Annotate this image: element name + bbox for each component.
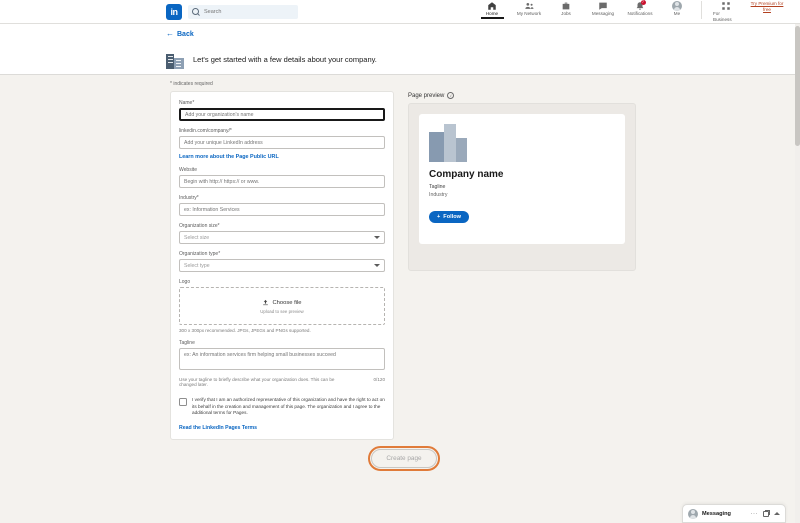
org-type-label: Organization type* xyxy=(179,251,221,257)
footer-actions xyxy=(0,449,800,468)
page-body xyxy=(0,75,800,523)
nav-item-my-network[interactable] xyxy=(516,1,542,17)
search-box[interactable] xyxy=(188,5,298,19)
logo-dropzone[interactable] xyxy=(179,287,385,325)
preview-card xyxy=(408,103,636,271)
logo-hint: 300 x 300px recommended. JPGs, JPEGs and PNGs supported. xyxy=(179,328,311,333)
field-industry xyxy=(179,195,385,216)
website-input[interactable] xyxy=(179,175,385,188)
pages-terms-link[interactable]: Read the LinkedIn Pages Terms xyxy=(179,424,258,431)
messaging-title: Messaging xyxy=(702,510,731,517)
nav-item-label: Notifications xyxy=(627,10,653,16)
notification-badge: 7 xyxy=(642,0,644,4)
nav-divider xyxy=(701,1,702,19)
global-nav xyxy=(0,0,800,24)
field-org-size xyxy=(179,223,385,244)
intro-bar xyxy=(0,44,800,75)
preview-logo-placeholder-icon xyxy=(429,124,467,162)
tagline-label: Tagline xyxy=(179,340,195,346)
nav-item-jobs[interactable] xyxy=(553,1,579,17)
page-public-url-help-link[interactable]: Learn more about the Page Public URL xyxy=(179,154,279,160)
chevron-up-icon[interactable] xyxy=(774,512,780,515)
company-details-form xyxy=(170,91,394,440)
choose-file-label: Choose file xyxy=(272,300,302,306)
grid-icon xyxy=(721,1,732,11)
industry-input[interactable] xyxy=(179,203,385,216)
nav-item-label: Messaging xyxy=(591,10,615,16)
search-icon xyxy=(192,8,199,15)
org-type-value: Select type xyxy=(184,262,210,269)
messaging-icon xyxy=(598,1,609,11)
bell-icon xyxy=(635,1,646,11)
chevron-down-icon xyxy=(374,236,380,239)
url-label: linkedin.com/company/* xyxy=(179,128,232,134)
new-window-icon[interactable] xyxy=(763,511,769,517)
preview-tagline: Tagline xyxy=(429,184,446,190)
logo-label: Logo xyxy=(179,279,191,285)
field-logo xyxy=(179,279,385,333)
preview-company-name: Company name xyxy=(429,169,504,180)
nav-item-messaging[interactable] xyxy=(590,1,616,17)
plus-icon: + xyxy=(437,214,441,220)
field-name xyxy=(179,100,385,121)
nav-item-label: Home xyxy=(485,10,499,16)
verify-text: I verify that I am an authorized representative of this organization and have the right to act on its behalf in the creation and management of this page. The organization and I agree to the additional terms for Pages. xyxy=(192,397,385,415)
nav-item-label: Jobs xyxy=(561,10,571,16)
nav-item-label: For Business xyxy=(713,10,732,22)
back-bar xyxy=(0,24,800,44)
network-icon xyxy=(524,1,535,11)
nav-item-label: Me xyxy=(673,10,681,16)
follow-label: Follow xyxy=(443,214,461,220)
content-area xyxy=(0,91,800,440)
preview-follow-button[interactable] xyxy=(429,211,469,223)
nav-item-for-business[interactable] xyxy=(713,1,739,23)
messaging-actions xyxy=(751,511,781,517)
upload-icon xyxy=(262,299,269,308)
nav-items xyxy=(479,1,792,23)
preview-column xyxy=(408,91,636,440)
field-website xyxy=(179,167,385,188)
url-input[interactable] xyxy=(179,136,385,149)
avatar xyxy=(672,1,682,11)
preview-industry: Industry xyxy=(429,192,448,198)
ellipsis-icon[interactable]: ··· xyxy=(750,510,758,517)
verification-row xyxy=(179,397,385,417)
back-button[interactable] xyxy=(166,30,194,38)
field-org-type xyxy=(179,251,385,272)
intro-text: Let's get started with a few details about your company. xyxy=(193,54,377,64)
avatar-icon xyxy=(672,1,683,11)
name-label: Name* xyxy=(179,100,195,106)
field-tagline xyxy=(179,340,385,387)
required-note: * indicates required xyxy=(170,81,213,87)
tagline-hint: Use your tagline to briefly describe what your organization does. This can be changed later. xyxy=(179,377,335,387)
nav-item-label: My Network xyxy=(516,10,542,16)
preview-header xyxy=(408,91,636,99)
back-label: Back xyxy=(177,30,194,38)
tagline-counter: 0/120 xyxy=(373,377,385,382)
back-arrow-icon: ← xyxy=(166,29,174,38)
chevron-down-icon xyxy=(374,264,380,267)
building-icon xyxy=(166,50,185,69)
create-page-button[interactable]: Create page xyxy=(371,449,436,468)
org-size-label: Organization size* xyxy=(179,223,220,229)
page-scrollbar-thumb[interactable] xyxy=(795,26,800,146)
info-icon[interactable]: i xyxy=(447,92,454,99)
preview-inner xyxy=(419,114,625,244)
verify-checkbox[interactable] xyxy=(179,398,187,406)
website-label: Website xyxy=(179,167,197,173)
industry-label: Industry* xyxy=(179,195,199,201)
field-url xyxy=(179,128,385,149)
org-size-value: Select size xyxy=(184,234,210,241)
nav-item-me[interactable] xyxy=(664,1,690,17)
jobs-icon xyxy=(561,1,572,11)
org-size-select[interactable] xyxy=(179,231,385,244)
choose-file-row xyxy=(262,299,301,308)
search-input[interactable] xyxy=(202,8,294,16)
premium-link[interactable]: Try Premium for free xyxy=(750,0,784,12)
org-type-select[interactable] xyxy=(179,259,385,272)
tagline-input[interactable] xyxy=(179,348,385,370)
preview-title: Page preview xyxy=(408,92,445,99)
upload-preview-hint: Upload to see preview xyxy=(260,308,304,314)
avatar xyxy=(688,509,698,519)
linkedin-logo-icon[interactable]: in xyxy=(166,4,182,20)
nav-item-home[interactable] xyxy=(479,1,505,17)
messaging-dock[interactable] xyxy=(682,504,786,523)
name-input[interactable] xyxy=(179,108,385,121)
home-icon xyxy=(487,1,498,11)
nav-item-notifications[interactable] xyxy=(627,1,653,17)
